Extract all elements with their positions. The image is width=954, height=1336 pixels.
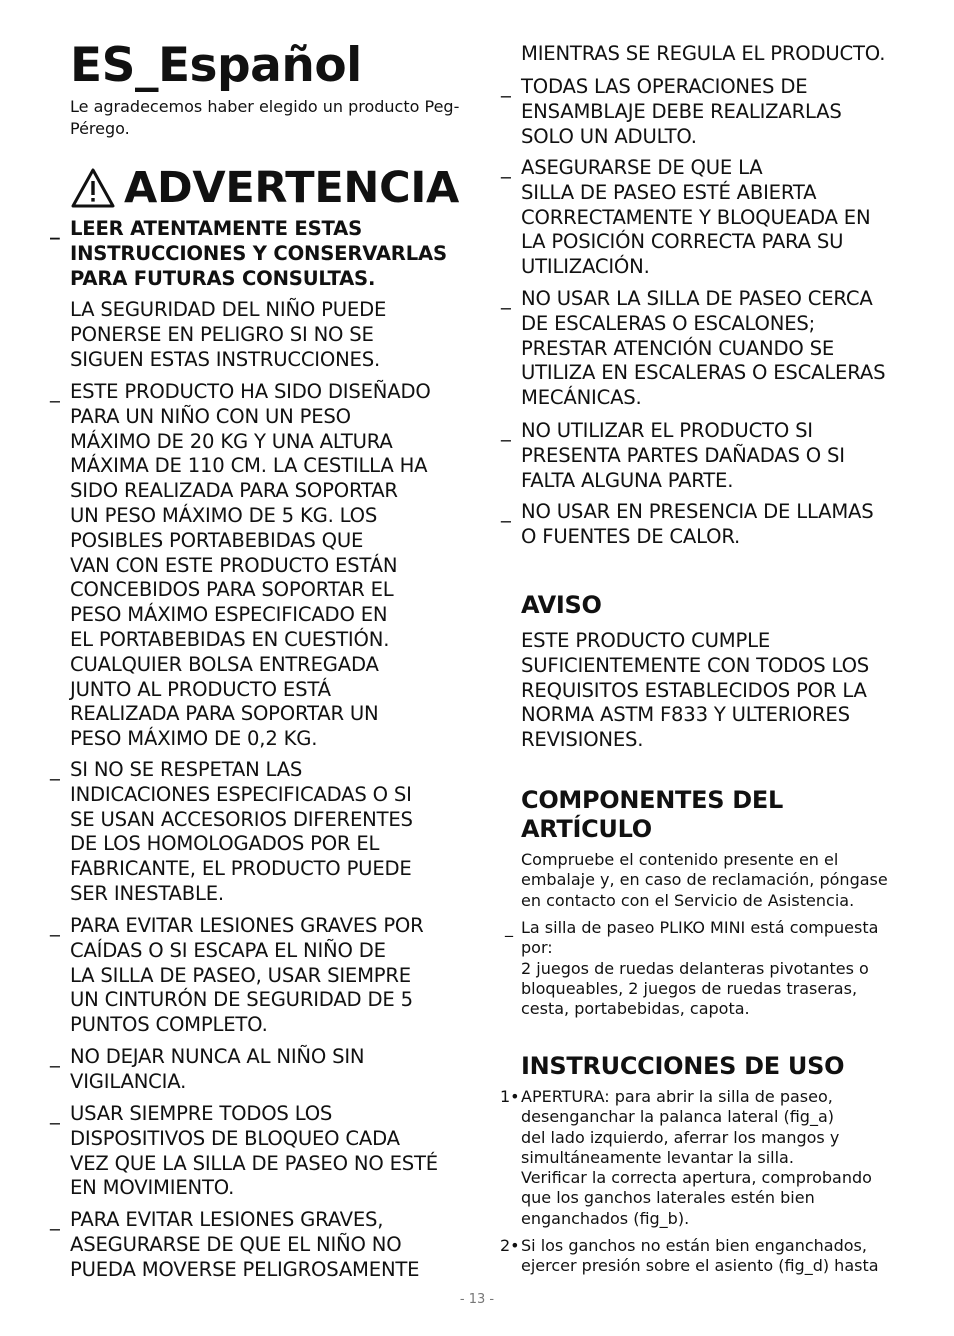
aviso-line: SUFICIENTEMENTE CON TODOS LOS [521,653,870,677]
warning-item-line: DISPOSITIVOS DE BLOQUEO CADA [70,1126,400,1150]
warning-item-line: VAN CON ESTE PRODUCTO ESTÁN [70,553,398,577]
bullet-dash: _ [501,500,511,523]
warning-item-line: ENSAMBLAJE DEBE REALIZARLAS [521,99,842,123]
warning-item-line: SI NO SE RESPETAN LAS [70,758,303,781]
bullet-dash: _ [50,380,60,403]
step-line: APERTURA: para abrir la silla de paseo, [521,1087,833,1106]
warning-item-line: FALTA ALGUNA PARTE. [521,468,734,492]
thanks-text: Le agradecemos haber elegido un producto Peg-Pérego. [70,97,460,138]
warning-item-line: TODAS LAS OPERACIONES DE [521,75,808,98]
warning-item-line: PARA FUTURAS CONSULTAS. [70,266,376,290]
componentes-item-line: cesta, portabebidas, capota. [521,999,750,1019]
warning-item-line: ASEGURARSE DE QUE LA [521,156,763,179]
bullet-dash: _ [50,758,60,781]
step-line: del lado izquierdo, aferrar los mangos y [521,1127,840,1147]
componentes-item-line: por: [521,938,553,958]
warning-item-line: CONCEBIDOS PARA SOPORTAR EL [70,578,394,602]
bullet-dash: _ [50,914,60,937]
warning-item-line: LEER ATENTAMENTE ESTAS [70,217,363,240]
warning-item-line: PARA EVITAR LESIONES GRAVES, [70,1208,384,1231]
aviso-line: ESTE PRODUCTO CUMPLE [521,629,771,652]
bullet-dash: _ [501,75,511,98]
step-line: que los ganchos laterales estén bien [521,1188,815,1208]
warning-item-line: NO DEJAR NUNCA AL NIÑO SIN [70,1045,365,1068]
bullet-dash: _ [50,1208,60,1231]
warning-item-line: DE ESCALERAS O ESCALONES; [521,311,816,335]
warning-item-line: MECÁNICAS. [521,386,642,410]
warning-item-line: O FUENTES DE CALOR. [521,524,741,548]
warning-item-line: NO USAR EN PRESENCIA DE LLAMAS [521,500,874,523]
componentes-item-dash: _ [505,918,513,937]
componentes-title-line: ARTÍCULO [521,815,652,843]
componentes-item-line: La silla de paseo PLIKO MINI está compuesta [521,918,879,937]
warning-item-line: LA SILLA DE PASEO, USAR SIEMPRE [70,963,411,987]
warning-item-line: ESTE PRODUCTO HA SIDO DISEÑADO [70,380,431,403]
warning-item-line: INSTRUCCIONES Y CONSERVARLAS [70,241,447,265]
warning-item-line: DE LOS HOMOLOGADOS POR EL [70,832,380,856]
page-number: - 13 - [459,1292,495,1307]
warning-item-line: PARA EVITAR LESIONES GRAVES POR [70,914,424,937]
aviso-title: AVISO [521,591,602,619]
warning-item-line: SE USAN ACCESORIOS DIFERENTES [70,807,413,831]
warning-item-line: NO USAR LA SILLA DE PASEO CERCA [521,287,873,310]
warning-item-line: UN CINTURÓN DE SEGURIDAD DE 5 [70,988,413,1012]
aviso-line: REVISIONES. [521,728,644,752]
warning-item-line: UTILIZA EN ESCALERAS O ESCALERAS [521,361,886,385]
bullet-dash: _ [50,217,60,240]
aviso-line: REQUISITOS ESTABLECIDOS POR LA [521,678,867,702]
warning-triangle-icon [70,167,116,209]
warning-item-line: PONERSE EN PELIGRO SI NO SE [70,322,374,346]
step-line: simultáneamente levantar la silla. [521,1147,794,1167]
aviso-text [521,629,869,753]
step-line: Si los ganchos no están bien enganchados, [521,1236,867,1255]
componentes-item [521,918,878,1019]
step-line: Verificar la correcta apertura, comprobando [521,1168,872,1188]
step-line: desenganchar la palanca lateral (fig_a) [521,1107,835,1127]
warning-item-line: CORRECTAMENTE Y BLOQUEADA EN [521,205,871,229]
componentes-item-line: bloqueables, 2 juegos de ruedas traseras, [521,978,858,998]
warning-item-line: REALIZADA PARA SOPORTAR UN [70,702,379,726]
warning-item-line: LA SEGURIDAD DEL NIÑO PUEDE [70,298,387,321]
warning-item-line: LA POSICIÓN CORRECTA PARA SU [521,230,844,254]
warning-title: ADVERTENCIA [124,163,460,213]
warning-item-line: MÁXIMO DE 20 KG Y UNA ALTURA [70,429,393,453]
warning-item-line: SILLA DE PASEO ESTÉ ABIERTA [521,180,817,204]
warning-item-line: PRESENTA PARTES DAÑADAS O SI [521,443,845,467]
warning-item-line: PUEDA MOVERSE PELIGROSAMENTE [70,1257,420,1281]
warning-item-line: VEZ QUE LA SILLA DE PASEO NO ESTÉ [70,1151,438,1175]
warning-item-line: PARA UN NIÑO CON UN PESO [70,404,351,428]
step-text [521,1087,872,1229]
step-line: ejercer presión sobre el asiento (fig_d) hasta [521,1256,879,1276]
bullet-dash: _ [501,287,511,310]
componentes-intro-line: en contacto con el Servicio de Asistencia. [521,890,855,910]
step-line: enganchados (fig_b). [521,1208,690,1228]
warning-item-line: SOLO UN ADULTO. [521,124,697,148]
warning-heading [70,160,459,216]
componentes-item-line: 2 juegos de ruedas delanteras pivotantes o [521,958,869,978]
warning-item-line: EL PORTABEBIDAS EN CUESTIÓN. [70,627,390,651]
warning-item-line: CAÍDAS O SI ESCAPA EL NIÑO DE [70,938,386,962]
bullet-dash: _ [50,1045,60,1068]
bullet-dash: _ [501,156,511,179]
step-number: 1• [500,1087,520,1106]
warning-item-line: MÁXIMA DE 110 CM. LA CESTILLA HA [70,454,428,478]
warning-item-line: SIDO REALIZADA PARA SOPORTAR [70,479,398,503]
warning-item-line: SER INESTABLE. [70,881,224,905]
warning-item-line: MIENTRAS SE REGULA EL PRODUCTO. [521,42,886,65]
warning-item-line: USAR SIEMPRE TODOS LOS [70,1102,333,1125]
page-language-title: ES_Español [70,38,362,93]
warning-item-line: POSIBLES PORTABEBIDAS QUE [70,528,364,552]
warning-item-line: PESO MÁXIMO DE 0,2 KG. [70,727,318,751]
warning-item-line: UTILIZACIÓN. [521,255,650,279]
instrucciones-title: INSTRUCCIONES DE USO [521,1052,845,1080]
componentes-intro-line: Compruebe el contenido presente en el [521,850,839,869]
warning-item-line: PESO MÁXIMO ESPECIFICADO EN [70,603,388,627]
warning-item-line: SIGUEN ESTAS INSTRUCCIONES. [70,347,381,371]
bullet-dash: _ [501,419,511,442]
warning-item-line: CUALQUIER BOLSA ENTREGADA [70,652,379,676]
warning-item-line: PUNTOS COMPLETO. [70,1013,268,1037]
componentes-title-line: COMPONENTES DEL [521,786,783,814]
step-number: 2• [500,1236,520,1255]
componentes-intro-line: embalaje y, en caso de reclamación, póngase [521,870,888,890]
warning-item-line: ASEGURARSE DE QUE EL NIÑO NO [70,1232,402,1256]
warning-item-line: VIGILANCIA. [70,1069,187,1093]
aviso-line: NORMA ASTM F833 Y ULTERIORES [521,703,850,727]
warning-item-line: EN MOVIMIENTO. [70,1176,235,1200]
componentes-intro [521,850,888,911]
warning-item-line: NO UTILIZAR EL PRODUCTO SI [521,419,813,442]
warning-item-line: JUNTO AL PRODUCTO ESTÁ [70,677,331,701]
warning-item-line: INDICACIONES ESPECIFICADAS O SI [70,782,412,806]
step-text [521,1236,879,1277]
warning-item-line: UN PESO MÁXIMO DE 5 KG. LOS [70,503,378,527]
componentes-title [521,786,783,844]
bullet-dash: _ [50,1102,60,1125]
warning-item-line: FABRICANTE, EL PRODUCTO PUEDE [70,857,412,881]
warning-item-line: PRESTAR ATENCIÓN CUANDO SE [521,336,835,360]
